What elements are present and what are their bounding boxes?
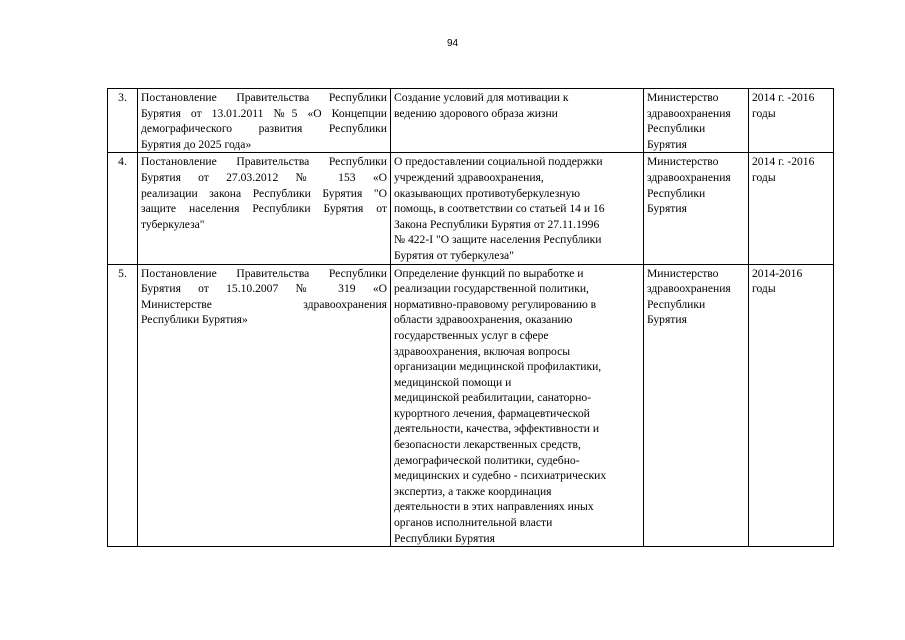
row-number: 5. [108, 264, 138, 547]
responsible-entity-line: здравоохранения [647, 170, 731, 184]
period-line: 2014 г. -2016 [752, 91, 815, 104]
period-cell [749, 153, 834, 264]
legal-act-line: Бурятия от 13.01.2011 №5 «О Концепции [141, 106, 387, 120]
function-line: экспертиз, а также координация [394, 484, 552, 498]
function-line: курортного лечения, фармацевтической [394, 406, 590, 420]
function-line: демографической политики, судебно- [394, 453, 580, 467]
responsible-entity-cell [644, 264, 749, 547]
table-row [108, 89, 834, 153]
responsible-entity-line: здравоохранения [647, 282, 731, 296]
legal-act-cell [138, 89, 391, 153]
period-cell [749, 89, 834, 153]
legal-act-line: Бурятия от 27.03.2012 № 153 «О [141, 170, 387, 184]
legal-act-line: Республики Бурятия» [141, 313, 248, 327]
legal-act-cell [138, 153, 391, 264]
table-body [108, 89, 834, 547]
legal-act-line: защите населения Республики Бурятия от [141, 202, 387, 216]
function-cell [391, 89, 644, 153]
responsible-entity-line: здравоохранения [647, 106, 731, 120]
document-table [107, 88, 834, 547]
period-cell [749, 264, 834, 547]
function-line: О предоставлении социальной поддержки [394, 155, 603, 169]
function-line: деятельности, качества, эффективности и [394, 422, 600, 436]
period-line: 2014-2016 [752, 266, 803, 280]
legal-act-line: Министерстве здравоохранения [141, 297, 387, 311]
function-line: деятельности в этих направлениях иных [394, 500, 594, 514]
function-line: нормативно-правовому регулированию в [394, 297, 597, 311]
function-line: реализации государственной политики, [394, 282, 589, 296]
function-line: организации медицинской профилактики, [394, 360, 602, 374]
table-row [108, 264, 834, 547]
period-line: годы [752, 282, 776, 296]
function-line: оказывающих противотуберкулезную [394, 186, 580, 200]
legal-act-line: Постановление Правительства Республики [141, 155, 387, 169]
row-number: 4. [108, 153, 138, 264]
function-line: Определение функций по выработке и [394, 266, 584, 280]
function-line: государственных услуг в сфере [394, 328, 549, 342]
period-line: годы [752, 106, 776, 120]
function-line: органов исполнительной власти [394, 516, 553, 530]
responsible-entity-line: Министерство [647, 266, 719, 280]
legal-act-cell [138, 264, 391, 547]
function-cell [391, 153, 644, 264]
function-line: ведению здорового образа жизни [394, 106, 558, 120]
period-line: 2014 г. -2016 [752, 155, 815, 169]
function-line: области здравоохранения, оказанию [394, 313, 573, 327]
function-line: безопасности лекарственных средств, [394, 438, 581, 452]
responsible-entity-line: Бурятия [647, 137, 687, 151]
function-line: Бурятия от туберкулеза" [394, 248, 514, 262]
responsible-entity-cell [644, 153, 749, 264]
responsible-entity-cell [644, 89, 749, 153]
function-line: Создание условий для мотивации к [394, 91, 569, 104]
legal-act-line: демографического развития Республики [141, 122, 387, 136]
responsible-entity-line: Республики [647, 297, 706, 311]
page-number: 94 [446, 38, 459, 49]
legal-act-line: Бурятия от 15.10.2007 № 319 «О [141, 282, 387, 296]
function-line: учреждений здравоохранения, [394, 170, 544, 184]
legal-act-line: реализации закона Республики Бурятия "О [141, 186, 387, 200]
function-line: здравоохранения, включая вопросы [394, 344, 571, 358]
function-line: медицинских и судебно - психиатрических [394, 469, 607, 483]
responsible-entity-line: Бурятия [647, 202, 687, 216]
row-number: 3. [108, 89, 138, 153]
legal-act-line: Бурятия до 2025 года» [141, 137, 252, 151]
responsible-entity-line: Министерство [647, 91, 719, 104]
function-line: Закона Республики Бурятия от 27.11.1996 [394, 217, 600, 231]
responsible-entity-line: Республики [647, 186, 706, 200]
period-line: годы [752, 170, 776, 184]
function-line: медицинской помощи и [394, 375, 512, 389]
responsible-entity-line: Республики [647, 122, 706, 136]
legal-act-line: туберкулеза" [141, 217, 205, 231]
responsible-entity-line: Министерство [647, 155, 719, 169]
function-cell [391, 264, 644, 547]
legal-act-line: Постановление Правительства Республики [141, 91, 387, 104]
legal-act-line: Постановление Правительства Республики [141, 266, 387, 280]
function-line: медицинской реабилитации, санаторно- [394, 391, 592, 405]
function-line: помощь, в соответствии со статьей 14 и 16 [394, 202, 605, 216]
table-row [108, 153, 834, 264]
function-line: Республики Бурятия [394, 531, 495, 545]
function-line: № 422-I "О защите населения Республики [394, 233, 602, 247]
responsible-entity-line: Бурятия [647, 313, 687, 327]
